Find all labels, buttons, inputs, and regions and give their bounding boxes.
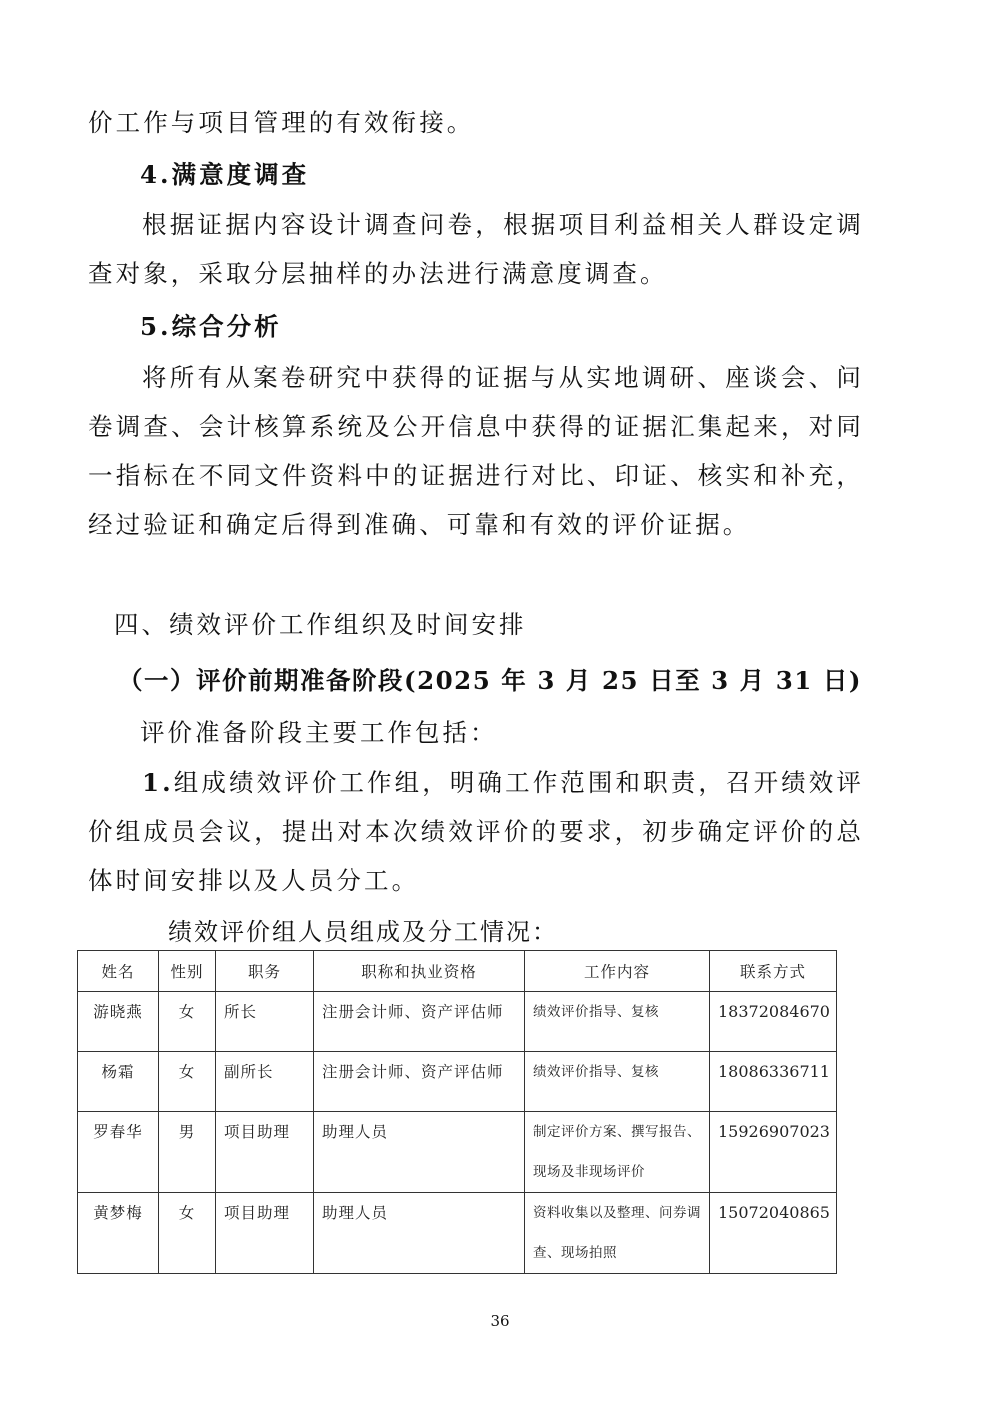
preparation-intro: 评价准备阶段主要工作包括： (140, 718, 498, 747)
item-number: 1. (142, 768, 174, 797)
page-number: 36 (490, 1312, 510, 1330)
cell-position: 项目助理 (216, 1193, 314, 1274)
cell-qualification: 注册会计师、资产评估师 (314, 1052, 525, 1112)
cell-name: 黄梦梅 (78, 1193, 159, 1274)
cell-phone: 15072040865 (710, 1193, 837, 1274)
cell-work: 资料收集以及整理、问券调查、现场拍照 (525, 1193, 710, 1274)
cell-name: 罗春华 (78, 1112, 159, 1193)
section-heading-organization: 四、绩效评价工作组织及时间安排 (114, 610, 527, 639)
header-position: 职务 (216, 951, 314, 992)
paragraph-continued: 价工作与项目管理的有效衔接。 (88, 108, 475, 137)
cell-position: 副所长 (216, 1052, 314, 1112)
table-row (78, 1052, 837, 1112)
paragraph-item-1 (88, 758, 864, 905)
subheading-preparation-stage: （一）评价前期准备阶段(2025 年 3 月 25 日至 3 月 31 日) (118, 666, 862, 695)
cell-work: 绩效评价指导、复核 (525, 1052, 710, 1112)
cell-gender: 女 (159, 1052, 216, 1112)
header-contact: 联系方式 (710, 951, 837, 992)
table-caption: 绩效评价组人员组成及分工情况： (168, 918, 558, 946)
cell-work: 制定评价方案、撰写报告、现场及非现场评价 (525, 1112, 710, 1193)
cell-phone: 18086336711 (710, 1052, 837, 1112)
cell-work: 绩效评价指导、复核 (525, 992, 710, 1052)
table-row (78, 992, 837, 1052)
cell-qualification: 注册会计师、资产评估师 (314, 992, 525, 1052)
cell-phone: 15926907023 (710, 1112, 837, 1193)
cell-gender: 女 (159, 1193, 216, 1274)
header-qualification: 职称和执业资格 (314, 951, 525, 992)
paragraph-survey: 根据证据内容设计调查问卷，根据项目利益相关人群设定调查对象，采取分层抽样的办法进行满意度调查。 (88, 210, 864, 288)
cell-gender: 女 (159, 992, 216, 1052)
header-work: 工作内容 (525, 951, 710, 992)
heading-comprehensive-analysis: 5.综合分析 (140, 312, 282, 341)
header-name: 姓名 (78, 951, 159, 992)
cell-name: 游晓燕 (78, 992, 159, 1052)
cell-phone: 18372084670 (710, 992, 837, 1052)
header-gender: 性别 (159, 951, 216, 992)
cell-position: 所长 (216, 992, 314, 1052)
table-row (78, 1193, 837, 1274)
paragraph-analysis: 将所有从案卷研究中获得的证据与从实地调研、座谈会、问卷调查、会计核算系统及公开信息中获得的证据汇集起来，对同一指标在不同文件资料中的证据进行对比、印证、核实和补充，经过验证和确定后得到准确、可靠和有效的评价证据。 (88, 363, 864, 539)
cell-name: 杨霜 (78, 1052, 159, 1112)
table-header-row (78, 951, 837, 992)
cell-qualification: 助理人员 (314, 1193, 525, 1274)
heading-satisfaction-survey: 4.满意度调查 (140, 160, 310, 189)
item-text: 组成绩效评价工作组，明确工作范围和职责，召开绩效评价组成员会议，提出对本次绩效评价的要求，初步确定评价的总体时间安排以及人员分工。 (88, 768, 864, 895)
staff-table (77, 950, 837, 1274)
table-row (78, 1112, 837, 1193)
cell-qualification: 助理人员 (314, 1112, 525, 1193)
cell-gender: 男 (159, 1112, 216, 1193)
cell-position: 项目助理 (216, 1112, 314, 1193)
